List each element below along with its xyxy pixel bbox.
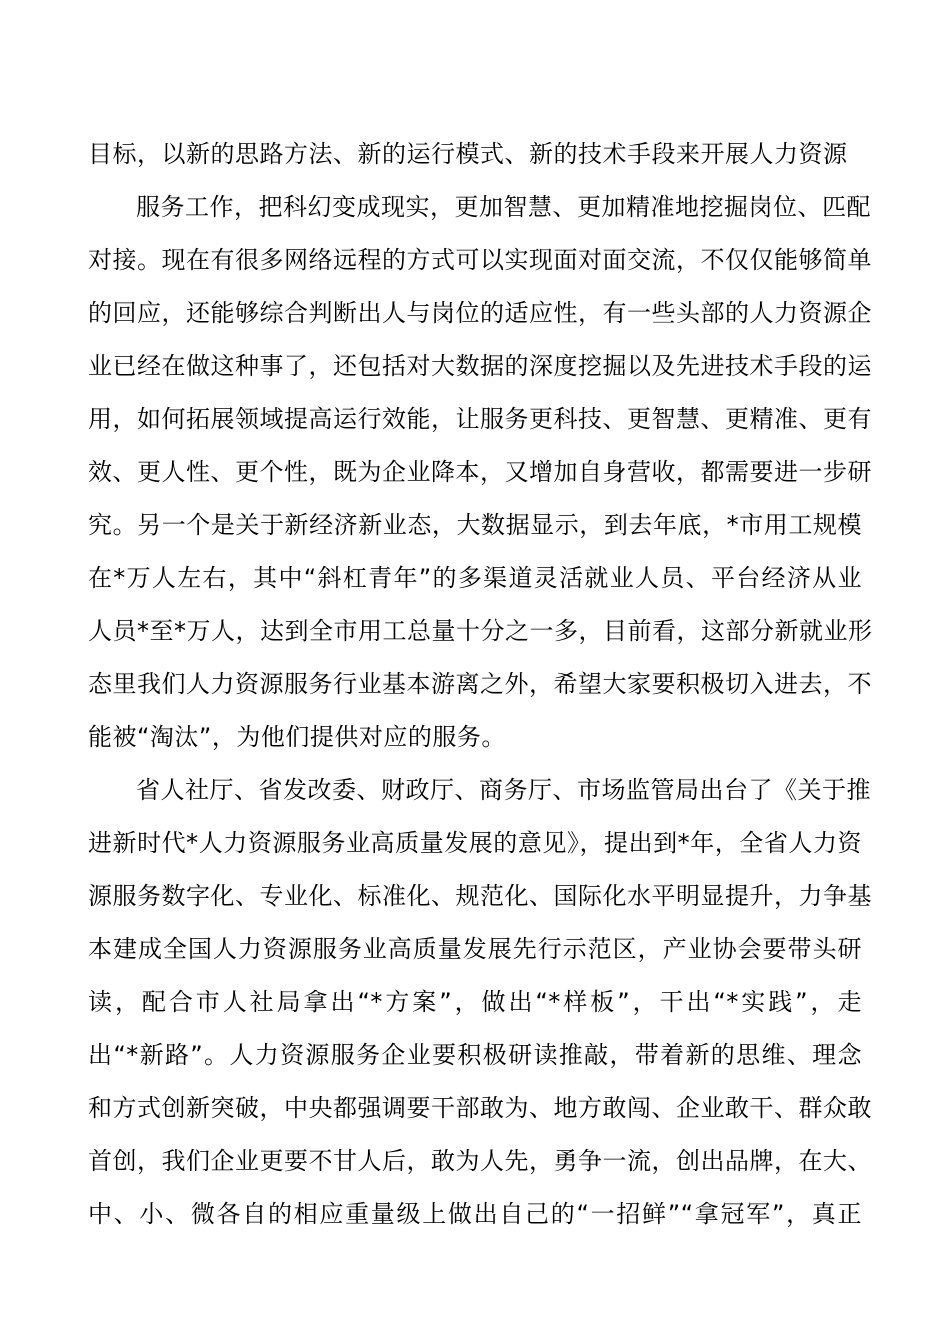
text-line: 用，如何拓展领域提高运行效能，让服务更科技、更智慧、更精准、更有 <box>88 405 872 433</box>
text-line: 态里我们人力资源服务行业基本游离之外，希望大家要积极切入进去，不 <box>88 670 872 698</box>
text-line: 目标，以新的思路方法、新的运行模式、新的技术手段来开展人力资源 <box>88 140 848 168</box>
text-line: 首创，我们企业更要不甘人后，敢为人先，勇争一流，创出品牌，在大、 <box>88 1147 872 1175</box>
text-line: 出“*新路”。人力资源服务企业要积极研读推敲，带着新的思维、理念 <box>88 1041 862 1069</box>
text-line: 中、小、微各自的相应重量级上做出自己的“一招鲜”“拿冠军”，真正 <box>88 1200 862 1228</box>
text-line: 读，配合市人社局拿出“*方案”，做出“*样板”，干出“*实践”，走 <box>88 988 862 1016</box>
text-line: 本建成全国人力资源服务业高质量发展先行示范区，产业协会要带头研 <box>88 935 862 963</box>
text-line: 服务工作，把科幻变成现实，更加智慧、更加精准地挖掘岗位、匹配 <box>136 193 871 221</box>
text-line: 人员*至*万人，达到全市用工总量十分之一多，目前看，这部分新就业形 <box>88 617 873 645</box>
text-line: 省人社厅、省发改委、财政厅、商务厅、市场监管局出台了《关于推 <box>136 776 871 804</box>
text-line: 进新时代*人力资源服务业高质量发展的意见》，提出到*年，全省人力资 <box>88 829 862 857</box>
text-line: 在*万人左右，其中“斜杠青年”的多渠道灵活就业人员、平台经济从业 <box>88 564 862 592</box>
text-line: 究。另一个是关于新经济新业态，大数据显示，到去年底，*市用工规模 <box>88 511 862 539</box>
document-body <box>88 132 873 1245</box>
text-line: 的回应，还能够综合判断出人与岗位的适应性，有一些头部的人力资源企 <box>88 299 872 327</box>
text-line: 对接。现在有很多网络远程的方式可以实现面对面交流，不仅仅能够简单 <box>88 246 872 274</box>
text-line: 能被“淘汰”，为他们提供对应的服务。 <box>88 723 506 751</box>
text-line: 和方式创新突破，中央都强调要干部敢为、地方敢闯、企业敢干、群众敢 <box>88 1094 872 1122</box>
text-line: 源服务数字化、专业化、标准化、规范化、国际化水平明显提升，力争基 <box>88 882 872 910</box>
text-line: 效、更人性、更个性，既为企业降本，又增加自身营收，都需要进一步研 <box>88 458 872 486</box>
text-line: 业已经在做这种事了，还包括对大数据的深度挖掘以及先进技术手段的运 <box>88 352 872 380</box>
